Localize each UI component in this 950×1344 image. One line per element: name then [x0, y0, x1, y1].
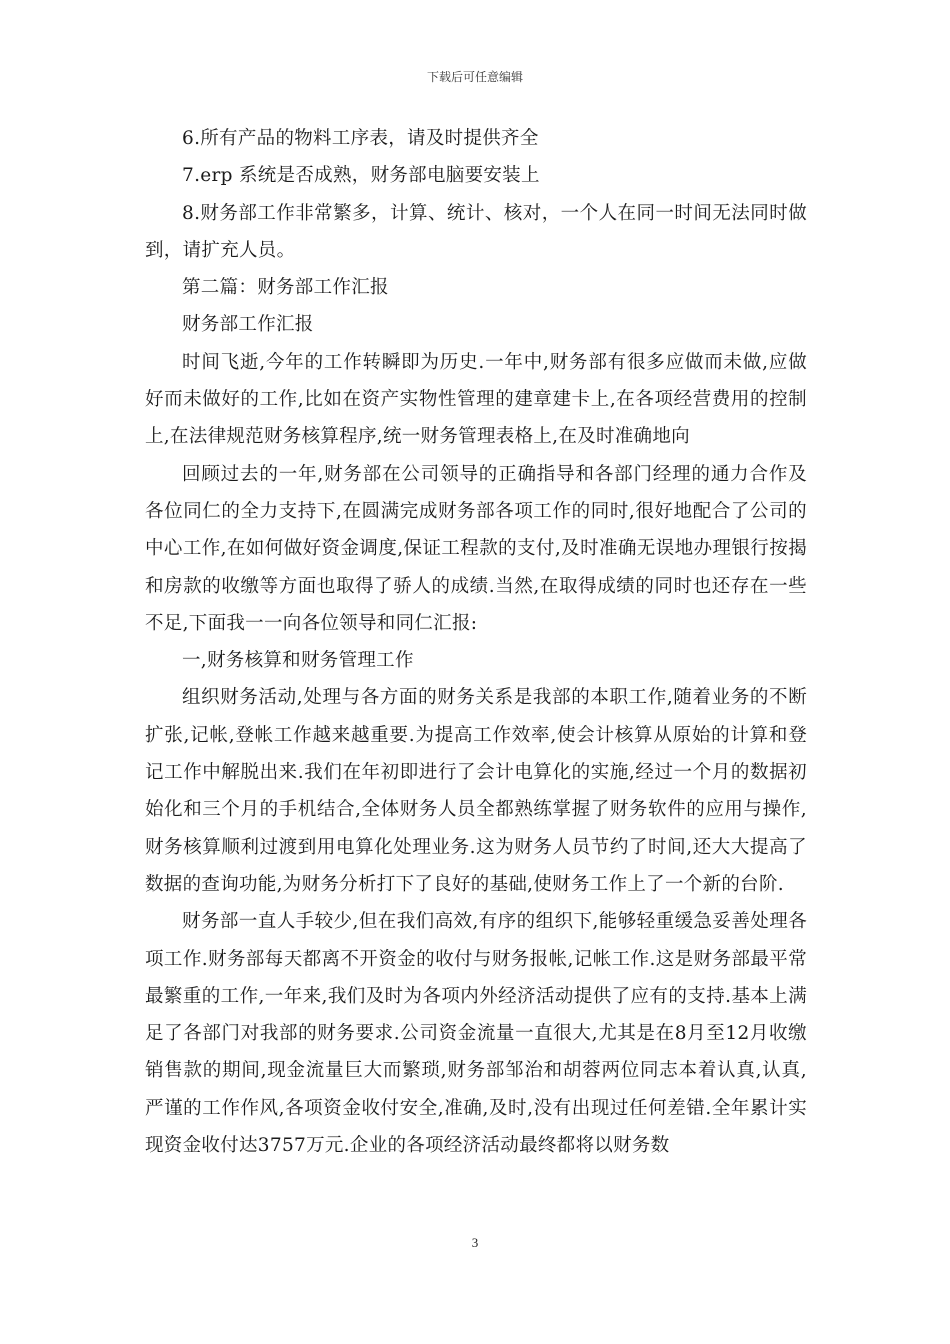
list-item-8: 8.财务部工作非常繁多，计算、统计、核对，一个人在同一时间无法同时做到，请扩充人员。	[145, 202, 807, 261]
download-note: 下载后可任意编辑	[426, 70, 523, 84]
list-item-7: 7.erp 系统是否成熟，财务部电脑要安装上	[182, 165, 540, 187]
intro-paragraph: 时间飞逝,今年的工作转瞬即为历史.一年中,财务部有很多应做而未做,应做好而未做好的工作,比如在资产实物性管理的建章建卡上,在各项经营费用的控制上,在法律规范财务核算程序,统一财务管理表格上,在及时准确地向	[145, 351, 807, 448]
chapter-heading: 第二篇：财务部工作汇报	[182, 277, 389, 299]
accounting-paragraph: 组织财务活动,处理与各方面的财务关系是我部的本职工作,随着业务的不断扩张,记帐,登帐工作越来越重要.为提高工作效率,使会计核算从原始的计算和登记工作中解脱出来.我们在年初即进行了会计电算化的实施,经过一个月的数据初始化和三个月的手机结合,全体财务人员全都熟练掌握了财务软件的应用与操作,财务核算顺利过渡到用电算化处理业务.这为财务人员节约了时间,还大大提高了数据的查询功能,为财务分析打下了良好的基础,使财务工作上了一个新的台阶.	[145, 687, 807, 895]
document-body	[145, 120, 807, 1164]
list-item-6: 6.所有产品的物料工序表，请及时提供齐全	[182, 128, 539, 149]
page-number: 3	[471, 1235, 479, 1250]
report-title: 财务部工作汇报	[182, 314, 314, 336]
review-paragraph: 回顾过去的一年,财务部在公司领导的正确指导和各部门经理的通力合作及各位同仁的全力支持下,在圆满完成财务部各项工作的同时,很好地配合了公司的中心工作,在如何做好资金调度,保证工程款的支付,及时准确无误地办理银行按揭和房款的收缴等方面也取得了骄人的成绩.当然,在取得成绩的同时也还存在一些不足,下面我一一向各位领导和同仁汇报:	[145, 463, 807, 634]
staffing-paragraph: 财务部一直人手较少,但在我们高效,有序的组织下,能够轻重缓急妥善处理各项工作.财务部每天都离不开资金的收付与财务报帐,记帐工作.这是财务部最平常最繁重的工作,一年来,我们及时为各项内外经济活动提供了应有的支持.基本上满足了各部门对我部的财务要求.公司资金流量一直很大,尤其是在8月至12月收缴销售款的期间,现金流量巨大而繁琐,财务部邹治和胡蓉两位同志本着认真,认真,严谨的工作作风,各项资金收付安全,准确,及时,没有出现过任何差错.全年累计实现资金收付达3757万元.企业的各项经济活动最终都将以财务数	[145, 911, 807, 1157]
section-heading: 一,财务核算和财务管理工作	[182, 650, 414, 672]
